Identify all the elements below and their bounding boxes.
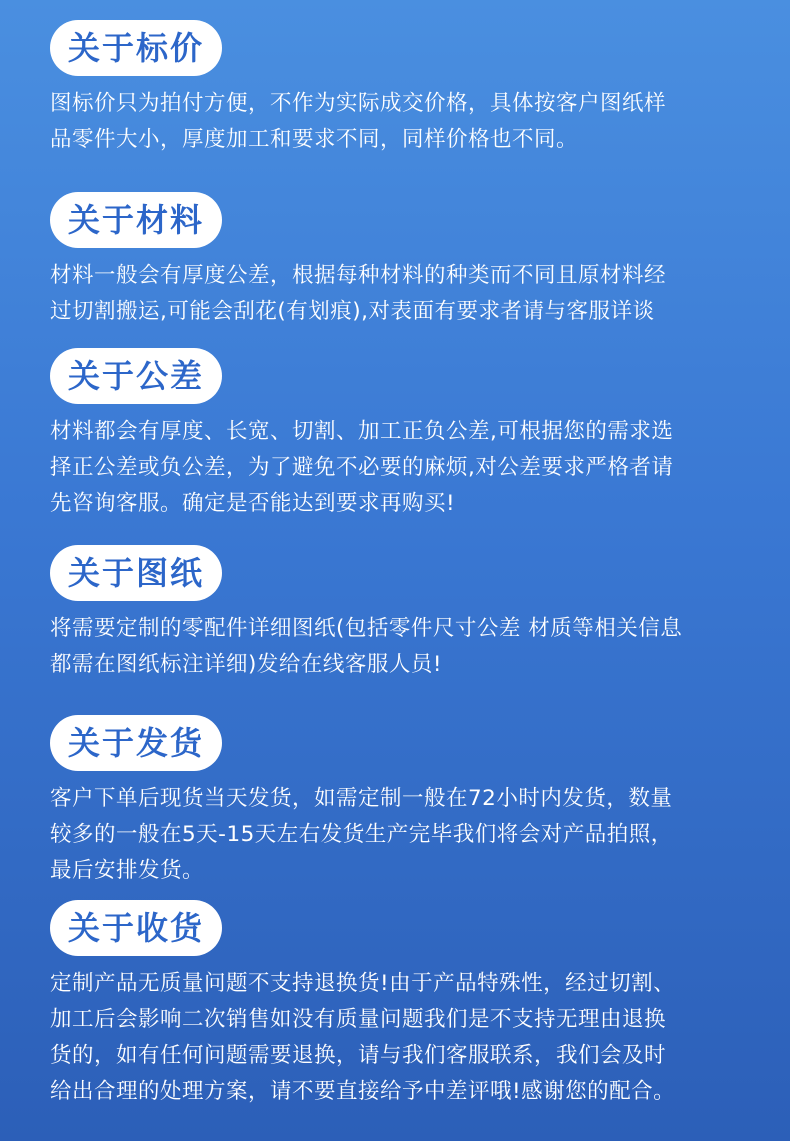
body-line: 定制产品无质量问题不支持退换货!由于产品特殊性，经过切割、 [50, 971, 676, 996]
section-body-tolerance [50, 414, 750, 522]
section-receiving [50, 900, 750, 1110]
section-title-materials: 关于材料 [50, 192, 222, 248]
section-body-receiving [50, 966, 750, 1110]
section-pricing [50, 20, 750, 158]
section-body-drawings [50, 611, 750, 683]
section-shipping [50, 715, 750, 889]
body-line: 最后安排发货。 [50, 858, 205, 883]
body-line: 货的，如有任何问题需要退换，请与我们客服联系，我们会及时 [50, 1043, 667, 1068]
body-line: 给出合理的处理方案，请不要直接给予中差评哦!感谢您的配合。 [50, 1079, 676, 1104]
body-line: 先咨询客服。确定是否能达到要求再购买! [50, 491, 456, 516]
body-line: 品零件大小，厚度加工和要求不同，同样价格也不同。 [50, 127, 579, 152]
body-line: 择正公差或负公差，为了避免不必要的麻烦,对公差要求严格者请 [50, 455, 674, 480]
body-line: 客户下单后现货当天发货，如需定制一般在72小时内发货，数量 [50, 786, 673, 811]
body-line: 过切割搬运,可能会刮花(有划痕),对表面有要求者请与客服详谈 [50, 299, 655, 324]
section-tolerance [50, 348, 750, 522]
body-line: 加工后会影响二次销售如没有质量问题我们是不支持无理由退换 [50, 1007, 667, 1032]
section-drawings [50, 545, 750, 683]
section-title-shipping: 关于发货 [50, 715, 222, 771]
section-title-pricing: 关于标价 [50, 20, 222, 76]
body-line: 较多的一般在5天-15天左右发货生产完毕我们将会对产品拍照， [50, 822, 673, 847]
section-title-receiving: 关于收货 [50, 900, 222, 956]
body-line: 都需在图纸标注详细)发给在线客服人员! [50, 652, 443, 677]
body-line: 图标价只为拍付方便，不作为实际成交价格，具体按客户图纸样 [50, 91, 667, 116]
section-title-tolerance: 关于公差 [50, 348, 222, 404]
section-body-materials [50, 258, 750, 330]
body-line: 材料都会有厚度、长宽、切割、加工正负公差,可根据您的需求选 [50, 419, 674, 444]
section-title-drawings: 关于图纸 [50, 545, 222, 601]
section-materials [50, 192, 750, 330]
body-line: 将需要定制的零配件详细图纸(包括零件尺寸公差 材质等相关信息 [50, 616, 683, 641]
section-body-shipping [50, 781, 750, 889]
section-body-pricing [50, 86, 750, 158]
body-line: 材料一般会有厚度公差，根据每种材料的种类而不同且原材料经 [50, 263, 667, 288]
